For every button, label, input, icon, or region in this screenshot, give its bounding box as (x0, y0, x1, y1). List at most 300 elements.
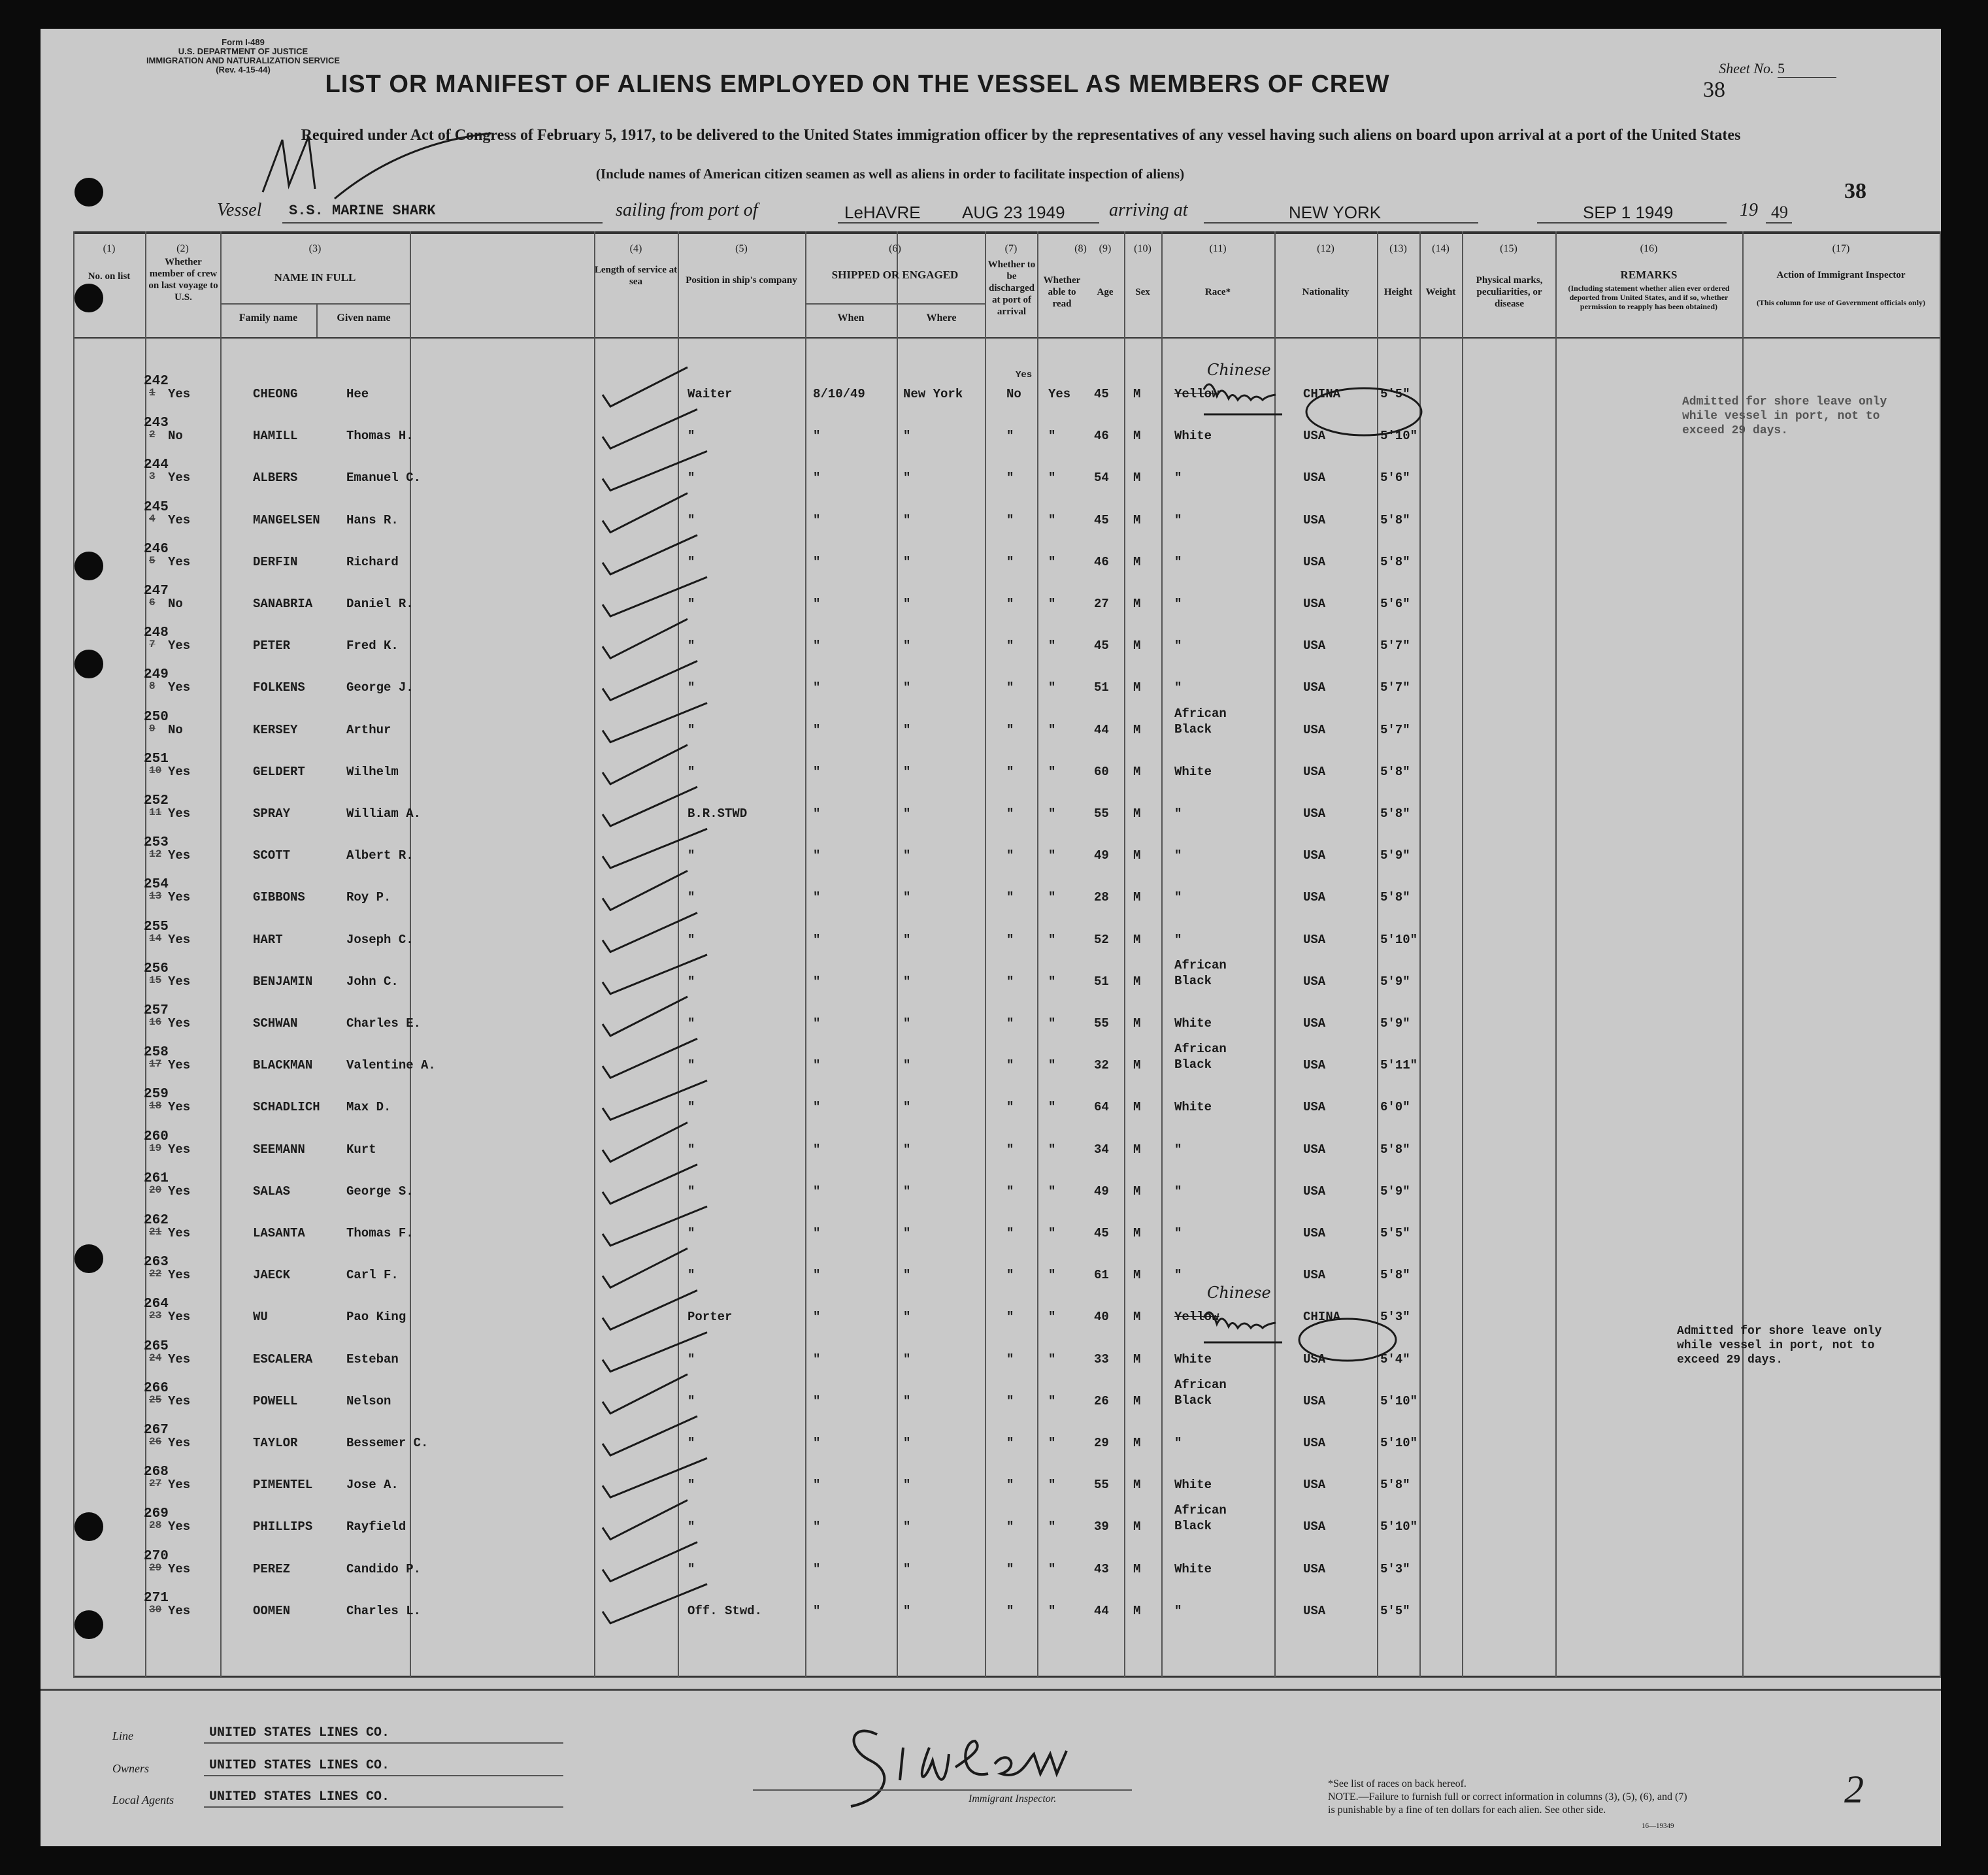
age: 54 (1094, 471, 1109, 486)
document-subnote: (Include names of American citizen seamen as well as aliens in order to facilitate inspection of aliens) (595, 166, 1185, 182)
sex: M (1133, 1352, 1141, 1367)
shipped-where: " (903, 1100, 911, 1115)
given-name: Bessemer C. (346, 1436, 429, 1450)
shipped-when: " (813, 764, 821, 779)
able-to-read: " (1048, 1561, 1056, 1576)
age: 39 (1094, 1519, 1109, 1535)
list-number-original: 19 (149, 1142, 162, 1154)
check-mark (603, 1500, 688, 1539)
family-name: POWELL (253, 1393, 298, 1408)
footer-top-border (41, 1689, 1941, 1691)
able-to-read: " (1048, 890, 1056, 905)
crew-last-voyage: Yes (168, 1561, 191, 1576)
given-name: Wilhelm (346, 764, 399, 779)
shipped-where: " (903, 1561, 911, 1576)
revision-date: (Rev. 4-15-44) (216, 65, 271, 75)
sex: M (1133, 1142, 1141, 1157)
shipped-when: " (813, 848, 821, 863)
crew-last-voyage: Yes (168, 1436, 191, 1450)
sailing-label: sailing from port of (616, 200, 758, 220)
age: 34 (1094, 1142, 1109, 1157)
sex: M (1133, 1058, 1141, 1073)
check-mark (603, 871, 688, 910)
crew-last-voyage: Yes (168, 1142, 191, 1157)
race-annotation: Chinese (1207, 1284, 1271, 1303)
list-number: 255 (144, 919, 169, 935)
list-number: 267 (144, 1423, 169, 1438)
check-mark (603, 1248, 688, 1287)
able-to-read: " (1048, 1603, 1056, 1618)
list-number-original: 7 (149, 639, 156, 651)
shipped-when: " (813, 1226, 821, 1240)
nationality: USA (1303, 471, 1326, 486)
check-mark (603, 997, 688, 1036)
list-number-original: 18 (149, 1100, 162, 1112)
age: 29 (1094, 1436, 1109, 1450)
shipped-where: " (903, 932, 911, 947)
discharged: " (1006, 806, 1014, 821)
list-number-original: 21 (149, 1226, 162, 1238)
discharged: " (1006, 1352, 1014, 1367)
table-row (41, 1466, 1941, 1508)
remark-shore-leave: Admitted for shore leave only while vessel in port, not to exceed 29 days. (1677, 1325, 1882, 1367)
family-name: BENJAMIN (253, 974, 313, 989)
list-number: 264 (144, 1297, 169, 1312)
discharged: " (1006, 1603, 1014, 1618)
china-annotation (1151, 376, 1426, 455)
nationality: USA (1303, 764, 1326, 779)
list-number: 244 (144, 457, 169, 473)
position: " (688, 1478, 695, 1493)
position: " (688, 471, 695, 486)
discharged: " (1006, 471, 1014, 486)
agents-underline (204, 1806, 563, 1808)
race: " (1174, 512, 1182, 527)
family-name: PETER (253, 639, 291, 654)
age: 43 (1094, 1561, 1109, 1576)
list-number: 262 (144, 1213, 169, 1228)
crew-last-voyage: Yes (168, 848, 191, 863)
sex: M (1133, 1310, 1141, 1325)
page-number: 38 (1703, 78, 1725, 102)
family-name: OOMEN (253, 1603, 291, 1618)
family-name: FOLKENS (253, 680, 305, 695)
height: 5'7" (1380, 722, 1410, 737)
list-number-original: 25 (149, 1393, 162, 1406)
age: 60 (1094, 764, 1109, 779)
position: " (688, 1100, 695, 1115)
nationality: USA (1303, 680, 1326, 695)
table-row (41, 1131, 1941, 1172)
race: White (1174, 1561, 1212, 1576)
race: " (1174, 1184, 1182, 1199)
discharged: " (1006, 974, 1014, 989)
shipped-where: " (903, 722, 911, 737)
sex: M (1133, 554, 1141, 569)
nationality: USA (1303, 890, 1326, 905)
shipped-where: " (903, 512, 911, 527)
sex: M (1133, 471, 1141, 486)
sex: M (1133, 974, 1141, 989)
race: " (1174, 639, 1182, 654)
department-name: U.S. DEPARTMENT OF JUSTICE (178, 46, 308, 56)
col-number: (16) (1640, 243, 1658, 254)
age: 45 (1094, 387, 1109, 401)
table-row (41, 753, 1941, 795)
check-mark (603, 493, 688, 533)
list-number: 247 (144, 584, 169, 599)
table-row (41, 837, 1941, 878)
list-number: 271 (144, 1590, 169, 1606)
age: 55 (1094, 806, 1109, 821)
able-to-read: " (1048, 1436, 1056, 1450)
list-number-original: 20 (149, 1184, 162, 1196)
position: " (688, 764, 695, 779)
crew-last-voyage: Yes (168, 554, 191, 569)
given-name: George S. (346, 1184, 414, 1199)
position: " (688, 1058, 695, 1073)
discharged: " (1006, 1184, 1014, 1199)
discharged-annotation: Yes (1016, 370, 1033, 380)
discharged: " (1006, 1561, 1014, 1576)
height: 5'5" (1380, 387, 1410, 401)
check-mark (603, 1165, 697, 1204)
crew-last-voyage: Yes (168, 1478, 191, 1493)
given-name: Max D. (346, 1100, 391, 1115)
able-to-read: " (1048, 597, 1056, 611)
table-row (41, 706, 1941, 753)
position: " (688, 722, 695, 737)
family-name: TAYLOR (253, 1436, 298, 1450)
position: " (688, 1142, 695, 1157)
race: " (1174, 806, 1182, 821)
position: Off. Stwd. (688, 1603, 763, 1618)
sex: M (1133, 848, 1141, 863)
check-mark (603, 703, 707, 742)
sex: M (1133, 1226, 1141, 1240)
family-name: CHEONG (253, 387, 298, 401)
position: Porter (688, 1310, 733, 1325)
shipped-where: " (903, 806, 911, 821)
shipped-when: " (813, 1603, 821, 1618)
nationality: USA (1303, 848, 1326, 863)
shipped-where: " (903, 1016, 911, 1031)
given-name: Albert R. (346, 848, 414, 863)
col-number: (2) (176, 243, 189, 254)
race: " (1174, 1142, 1182, 1157)
col-number: (13) (1389, 243, 1407, 254)
sex: M (1133, 1519, 1141, 1535)
able-to-read: " (1048, 512, 1056, 527)
able-to-read: " (1048, 1226, 1056, 1240)
table-row (41, 669, 1941, 710)
shipped-where: " (903, 680, 911, 695)
col-header-weight: Weight (1425, 287, 1456, 297)
race: " (1174, 471, 1182, 486)
vessel-name: S.S. MARINE SHARK (289, 203, 436, 219)
shipped-when: " (813, 1478, 821, 1493)
sex: M (1133, 1561, 1141, 1576)
sex: M (1133, 639, 1141, 654)
family-name: SCHWAN (253, 1016, 298, 1031)
owners-value: UNITED STATES LINES CO. (209, 1758, 390, 1773)
able-to-read: " (1048, 764, 1056, 779)
discharged: " (1006, 1436, 1014, 1450)
col-header-crew: Whether member of crew on last voyage to U.S. (148, 257, 218, 303)
check-mark (603, 1458, 707, 1497)
races-note: *See list of races on back hereof. (1328, 1778, 1466, 1789)
list-number-original: 6 (149, 597, 156, 608)
list-number-original: 16 (149, 1016, 162, 1028)
family-name: ESCALERA (253, 1352, 313, 1367)
race: White (1174, 1100, 1212, 1115)
list-number: 246 (144, 541, 169, 557)
nationality: USA (1303, 722, 1326, 737)
col-header-position: Position in ship's company (686, 275, 797, 286)
discharged: " (1006, 1226, 1014, 1240)
shipped-when: " (813, 806, 821, 821)
sailing-date: AUG 23 1949 (962, 203, 1065, 222)
col-header-where: Where (926, 312, 957, 324)
list-number: 242 (144, 374, 169, 389)
race: " (1174, 1226, 1182, 1240)
height: 5'8" (1380, 890, 1410, 905)
race: White (1174, 1478, 1212, 1493)
discharged: " (1006, 890, 1014, 905)
sex: M (1133, 890, 1141, 905)
able-to-read: " (1048, 722, 1056, 737)
shipped-subheader-line (805, 303, 985, 305)
height: 5'8" (1380, 806, 1410, 821)
shipped-when: " (813, 1519, 821, 1535)
inspector-underline (753, 1789, 1132, 1791)
race: African Black (1174, 957, 1227, 988)
family-name: ALBERS (253, 471, 298, 486)
given-name: Daniel R. (346, 597, 414, 611)
col-number: (3) (308, 243, 322, 254)
sex: M (1133, 764, 1141, 779)
owners-label: Owners (112, 1762, 150, 1775)
family-name: SCHADLICH (253, 1100, 320, 1115)
position: " (688, 1436, 695, 1450)
sex: M (1133, 932, 1141, 947)
discharged: " (1006, 1393, 1014, 1408)
nationality: USA (1303, 1436, 1326, 1450)
discharged: " (1006, 1142, 1014, 1157)
agents-value: UNITED STATES LINES CO. (209, 1789, 390, 1804)
discharged: " (1006, 1058, 1014, 1073)
col-header-shipped: SHIPPED OR ENGAGED (831, 269, 959, 281)
check-mark (603, 535, 697, 574)
shipped-when: " (813, 1184, 821, 1199)
shipped-when: " (813, 722, 821, 737)
crew-last-voyage: Yes (168, 1352, 191, 1367)
crew-last-voyage: Yes (168, 471, 191, 486)
list-number-original: 22 (149, 1268, 162, 1280)
list-number: 266 (144, 1380, 169, 1396)
col-number: (11) (1209, 243, 1227, 254)
list-number: 250 (144, 709, 169, 725)
vessel-label: Vessel (217, 200, 262, 220)
sex: M (1133, 387, 1141, 401)
sex: M (1133, 806, 1141, 821)
list-number-original: 8 (149, 680, 156, 693)
col-header-sex: Sex (1135, 287, 1150, 297)
form-identifier (112, 38, 374, 75)
line-label: Line (112, 1729, 134, 1742)
list-number: 270 (144, 1548, 169, 1564)
height: 5'6" (1380, 597, 1410, 611)
race: African Black (1174, 1042, 1227, 1072)
col-number: (5) (735, 243, 748, 254)
col-header-remarks: REMARKS (1620, 269, 1678, 281)
list-number-original: 27 (149, 1478, 162, 1490)
col-header-read: Whether able to read (1043, 275, 1081, 309)
sailing-port: LeHAVRE (844, 203, 921, 222)
given-name: Candido P. (346, 1561, 422, 1576)
nationality: USA (1303, 639, 1326, 654)
table-row (41, 361, 1941, 417)
height: 5'10" (1380, 1436, 1418, 1450)
position: " (688, 1352, 695, 1367)
family-name: SCOTT (253, 848, 291, 863)
position: " (688, 932, 695, 947)
sex: M (1133, 1016, 1141, 1031)
shipped-where: " (903, 1603, 911, 1618)
check-mark (603, 1206, 707, 1246)
penalty-note: NOTE.—Failure to furnish full or correct information in columns (3), (5), (6), and (7) is punishable by a fine of ten dollars for each alien. See other side. (1328, 1791, 1687, 1816)
check-mark (603, 1374, 688, 1414)
race: " (1174, 848, 1182, 863)
list-number-original: 17 (149, 1058, 162, 1070)
able-to-read: " (1048, 1393, 1056, 1408)
list-number: 252 (144, 793, 169, 808)
family-name: PHILLIPS (253, 1519, 313, 1535)
given-name: Charles L. (346, 1603, 422, 1618)
list-number: 258 (144, 1045, 169, 1061)
sex: M (1133, 1478, 1141, 1493)
able-to-read: " (1048, 1268, 1056, 1283)
check-mark (603, 1333, 707, 1372)
col-header-race: Race* (1204, 287, 1231, 297)
line-value: UNITED STATES LINES CO. (209, 1725, 390, 1740)
shipped-where: " (903, 1184, 911, 1199)
check-mark (603, 1416, 697, 1455)
crew-last-voyage: No (168, 429, 183, 444)
given-name: Hee (346, 387, 369, 401)
agents-label: Local Agents (112, 1793, 174, 1806)
sheet-number-label: Sheet No. (1719, 60, 1774, 76)
table-bottom-border (73, 1676, 1941, 1678)
able-to-read: " (1048, 1142, 1056, 1157)
manifest-sheet (41, 29, 1941, 1846)
list-number: 249 (144, 667, 169, 683)
sex: M (1133, 1184, 1141, 1199)
shipped-where: " (903, 764, 911, 779)
race: Yellow (1174, 1310, 1219, 1325)
col-number: (12) (1317, 243, 1334, 254)
age: 49 (1094, 848, 1109, 863)
col-header-when: When (837, 312, 865, 324)
given-name: Jose A. (346, 1478, 399, 1493)
col-number: (15) (1500, 243, 1517, 254)
check-mark (603, 619, 688, 658)
race: African Black (1174, 1503, 1227, 1534)
given-name: Thomas F. (346, 1226, 414, 1240)
sex: M (1133, 512, 1141, 527)
discharged: " (1006, 764, 1014, 779)
table-top-border (73, 231, 1941, 234)
race: " (1174, 680, 1182, 695)
height: 5'8" (1380, 764, 1410, 779)
discharged: " (1006, 639, 1014, 654)
family-name: KERSEY (253, 722, 298, 737)
discharged: " (1006, 848, 1014, 863)
position: " (688, 639, 695, 654)
sex: M (1133, 429, 1141, 444)
table-row (41, 1424, 1941, 1466)
list-number-original: 4 (149, 512, 156, 525)
shipped-where: " (903, 1519, 911, 1535)
discharged: " (1006, 512, 1014, 527)
list-number: 256 (144, 961, 169, 976)
shipped-when: " (813, 554, 821, 569)
crew-last-voyage: Yes (168, 1603, 191, 1618)
crew-last-voyage: Yes (168, 1393, 191, 1408)
position: " (688, 1226, 695, 1240)
family-name: JAECK (253, 1268, 291, 1283)
discharged: " (1006, 429, 1014, 444)
height: 5'3" (1380, 1310, 1410, 1325)
shipped-where: " (903, 848, 911, 863)
able-to-read: " (1048, 1058, 1056, 1073)
position: " (688, 597, 695, 611)
shipped-when: " (813, 639, 821, 654)
able-to-read: " (1048, 429, 1056, 444)
age: 55 (1094, 1016, 1109, 1031)
crew-last-voyage: Yes (168, 1519, 191, 1535)
race: " (1174, 554, 1182, 569)
list-number-original: 3 (149, 471, 156, 483)
sheet-number-value: 5 (1778, 60, 1836, 78)
check-mark (603, 955, 707, 994)
able-to-read: " (1048, 806, 1056, 821)
arrival-date: SEP 1 1949 (1583, 203, 1674, 222)
check-mark (603, 577, 707, 616)
age: 45 (1094, 1226, 1109, 1240)
age: 61 (1094, 1268, 1109, 1283)
race: " (1174, 597, 1182, 611)
family-name: GIBBONS (253, 890, 305, 905)
nationality: USA (1303, 1058, 1326, 1073)
crew-last-voyage: Yes (168, 1016, 191, 1031)
given-name: Fred K. (346, 639, 399, 654)
table-row (41, 1042, 1941, 1088)
age: 49 (1094, 1184, 1109, 1199)
given-name: Thomas H. (346, 429, 414, 444)
col-number: (14) (1432, 243, 1450, 254)
discharged: " (1006, 554, 1014, 569)
list-number: 260 (144, 1129, 169, 1144)
height: 5'10" (1380, 932, 1418, 947)
able-to-read: " (1048, 1016, 1056, 1031)
given-name: Esteban (346, 1352, 399, 1367)
document-title: LIST OR MANIFEST OF ALIENS EMPLOYED ON THE VESSEL AS MEMBERS OF CREW (325, 71, 1390, 98)
age: 44 (1094, 1603, 1109, 1618)
document-subtitle: Required under Act of Congress of February 5, 1917, to be delivered to the United States immigration officer by the representatives of any vessel having such aliens on board upon arrival at a port of the United States (301, 127, 1741, 144)
check-mark (603, 409, 697, 448)
family-name: PIMENTEL (253, 1478, 313, 1493)
